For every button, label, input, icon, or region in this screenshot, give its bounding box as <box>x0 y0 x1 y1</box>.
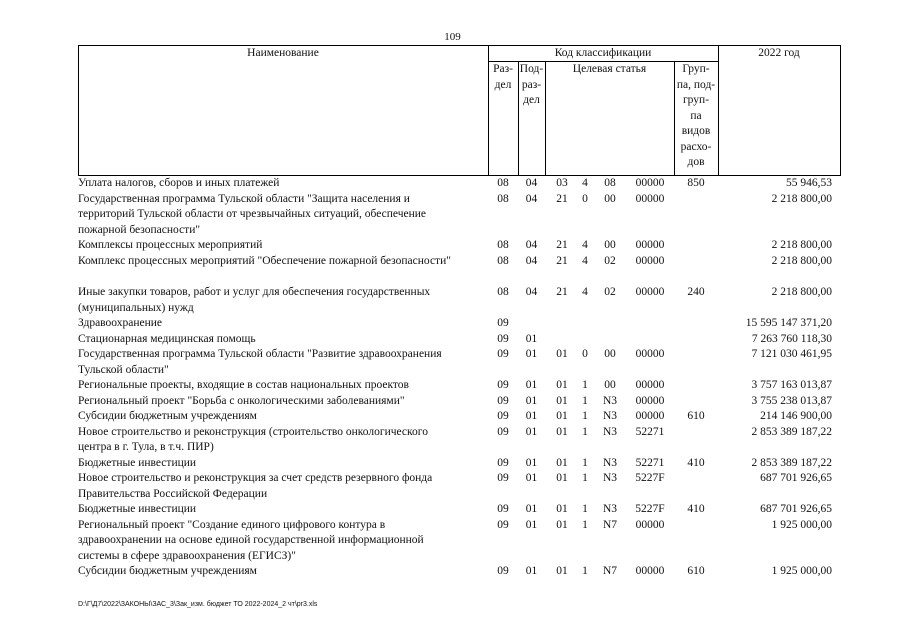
row-name: Региональный проект "Борьба с онкологическими заболеваниями" <box>78 394 405 407</box>
cell-vid-rashodov: 610 <box>687 565 705 577</box>
row-name: Субсидии бюджетным учреждениям <box>78 410 257 422</box>
row-name: Новое строительство и реконструкция за счет средств резервного фонда Правительства Российской Федерации <box>78 472 433 500</box>
cell-program: 03 <box>556 177 568 189</box>
cell-podrazdel: 04 <box>525 239 538 251</box>
cell-podrazdel: 01 <box>525 410 538 422</box>
cell-podrazdel: 01 <box>525 565 538 577</box>
cell-type: 4 <box>582 177 588 189</box>
table-row <box>78 316 841 332</box>
cell-razdel: 08 <box>497 177 509 189</box>
cell-direction: 52271 <box>635 456 665 469</box>
cell-razdel: 09 <box>497 456 509 469</box>
cell-type: 1 <box>582 410 588 422</box>
row-name: Комплекс процессных мероприятий "Обеспечение пожарной безопасности" <box>78 254 451 267</box>
cell-podrazdel: 01 <box>525 394 538 407</box>
cell-type: 1 <box>582 425 588 438</box>
cell-type: 1 <box>582 472 588 484</box>
table-row <box>78 409 841 425</box>
cell-direction: 5227F <box>635 472 665 484</box>
cell-program: 01 <box>556 425 568 438</box>
cell-razdel: 09 <box>497 425 509 438</box>
cell-razdel: 09 <box>497 565 509 577</box>
header-podrazdel: Под- раз- дел <box>519 63 544 106</box>
cell-type: 4 <box>582 239 588 251</box>
cell-program: 01 <box>556 348 568 360</box>
cell-vid-rashodov: 850 <box>687 177 705 189</box>
row-name: Бюджетные инвестиции <box>78 456 197 469</box>
cell-vid-rashodov: 410 <box>687 503 705 515</box>
cell-type: 1 <box>582 503 588 515</box>
cell-subprogram: 00 <box>604 379 616 391</box>
row-name: Государственная программа Тульской области "Защита населения и территорий Тульской области от чрезвычайных ситуаций, обеспечение пожарной безопасности" <box>78 192 427 236</box>
cell-razdel: 09 <box>497 317 509 329</box>
cell-type: 0 <box>582 348 588 360</box>
cell-program: 21 <box>556 192 568 205</box>
row-name: Бюджетные инвестиции <box>78 503 197 515</box>
row-name: Региональный проект "Создание единого цифрового контура в здравоохранении на основе единой государственной информационной системы в сфере здравоохранения (ЕГИСЗ)" <box>78 518 424 562</box>
cell-program: 21 <box>556 254 568 267</box>
cell-amount: 2 853 389 187,22 <box>751 425 832 438</box>
cell-razdel: 08 <box>497 192 509 205</box>
cell-direction: 00000 <box>635 565 665 577</box>
cell-program: 01 <box>556 379 568 391</box>
table-row <box>78 285 841 316</box>
cell-direction: 5227F <box>635 503 665 515</box>
table-row <box>78 192 841 239</box>
cell-type: 1 <box>582 379 588 391</box>
cell-vid-rashodov: 240 <box>687 286 705 298</box>
header-code: Код классификации <box>554 47 652 59</box>
cell-razdel: 08 <box>497 286 509 298</box>
header-name: Наименование <box>247 47 319 59</box>
row-name: Субсидии бюджетным учреждениям <box>78 565 257 577</box>
cell-podrazdel: 01 <box>525 379 538 391</box>
header-year: 2022 год <box>758 47 800 59</box>
cell-type: 1 <box>582 394 588 407</box>
cell-subprogram: 00 <box>604 239 616 251</box>
cell-type: 4 <box>582 286 588 298</box>
cell-razdel: 09 <box>497 379 509 391</box>
row-name: Здравоохранение <box>78 317 163 329</box>
cell-subprogram: N3 <box>602 410 618 422</box>
cell-amount: 2 218 800,00 <box>771 254 832 267</box>
cell-subprogram: N7 <box>602 565 618 577</box>
row-name: Региональные проекты, входящие в состав национальных проектов <box>78 379 409 391</box>
cell-amount: 214 146 900,00 <box>760 410 832 422</box>
cell-direction: 00000 <box>635 254 665 267</box>
cell-amount: 2 218 800,00 <box>771 286 832 298</box>
cell-program: 01 <box>556 472 568 484</box>
table-row <box>78 564 841 580</box>
cell-razdel: 08 <box>497 239 509 251</box>
cell-direction: 00000 <box>635 177 665 189</box>
cell-podrazdel: 01 <box>525 518 538 531</box>
cell-direction: 00000 <box>635 518 665 531</box>
cell-direction: 00000 <box>635 192 665 205</box>
row-name: Комплексы процессных мероприятий <box>78 239 263 251</box>
cell-vid-rashodov: 410 <box>687 456 705 469</box>
table-row <box>78 502 841 518</box>
cell-razdel: 09 <box>497 518 509 531</box>
cell-subprogram: 02 <box>604 254 616 267</box>
table-row <box>78 456 841 472</box>
cell-amount: 2 218 800,00 <box>771 239 832 251</box>
row-name: Стационарная медицинская помощь <box>78 332 256 345</box>
file-path-footer: D:\Г\Д7\2022\ЗАКОНЫ\ЗАС_3\Зак_изм. бюджет ТО 2022-2024_2 чт\pr3.xls <box>78 601 318 608</box>
cell-type: 4 <box>582 254 588 267</box>
row-name: Уплата налогов, сборов и иных платежей <box>78 177 280 189</box>
cell-razdel: 08 <box>497 254 509 267</box>
cell-podrazdel: 04 <box>525 192 538 205</box>
cell-subprogram: N3 <box>602 425 618 438</box>
cell-subprogram: 08 <box>604 177 616 189</box>
header-celevaya: Целевая статья <box>572 63 647 75</box>
cell-direction: 00000 <box>635 379 665 391</box>
table-row <box>78 378 841 394</box>
cell-subprogram: N7 <box>602 518 618 531</box>
row-name: Иные закупки товаров, работ и услуг для обеспечения государственных (муниципальных) нужд <box>78 286 431 314</box>
cell-program: 21 <box>556 239 568 251</box>
cell-amount: 687 701 926,65 <box>760 503 832 515</box>
cell-type: 1 <box>582 456 588 469</box>
cell-amount: 2 853 389 187,22 <box>751 456 832 469</box>
row-name: Новое строительство и реконструкция (строительство онкологического центра в г. Тула, в т.ч. ПИР) <box>78 425 428 453</box>
cell-program: 01 <box>556 456 568 469</box>
table-row <box>78 238 841 254</box>
cell-program: 01 <box>556 565 568 577</box>
cell-podrazdel: 01 <box>525 332 538 345</box>
table-row <box>78 518 841 565</box>
cell-subprogram: 02 <box>604 286 616 298</box>
cell-type: 1 <box>582 518 588 531</box>
table-row <box>78 394 841 410</box>
header-gruppa: Груп- па, под- груп- па видов расхо- дов <box>676 63 716 168</box>
cell-direction: 00000 <box>635 286 665 298</box>
cell-podrazdel: 01 <box>525 425 538 438</box>
cell-subprogram: 00 <box>604 348 616 360</box>
cell-podrazdel: 01 <box>525 503 538 515</box>
cell-razdel: 09 <box>497 348 509 360</box>
cell-amount: 1 925 000,00 <box>771 565 832 577</box>
cell-podrazdel: 01 <box>525 472 538 484</box>
cell-podrazdel: 01 <box>525 456 538 469</box>
cell-direction: 00000 <box>635 348 665 360</box>
table-row <box>78 347 841 378</box>
cell-type: 0 <box>582 192 588 205</box>
cell-subprogram: N3 <box>602 394 618 407</box>
cell-podrazdel: 04 <box>525 254 538 267</box>
cell-amount: 55 946,53 <box>786 177 832 189</box>
cell-vid-rashodov: 610 <box>687 410 705 422</box>
cell-subprogram: N3 <box>602 456 618 469</box>
cell-direction: 52271 <box>635 425 665 438</box>
cell-direction: 00000 <box>635 239 665 251</box>
cell-program: 01 <box>556 410 568 422</box>
table-row <box>78 425 841 456</box>
cell-podrazdel: 01 <box>525 348 538 360</box>
cell-subprogram: 00 <box>604 192 616 205</box>
cell-program: 01 <box>556 394 568 407</box>
cell-amount: 7 121 030 461,95 <box>751 348 832 360</box>
cell-razdel: 09 <box>497 332 509 345</box>
table-header <box>78 45 841 176</box>
row-name: Государственная программа Тульской области "Развитие здравоохранения Тульской области" <box>78 348 442 376</box>
cell-razdel: 09 <box>497 410 509 422</box>
cell-amount: 15 595 147 371,20 <box>745 317 832 329</box>
cell-razdel: 09 <box>497 472 509 484</box>
cell-direction: 00000 <box>635 394 665 407</box>
cell-subprogram: N3 <box>602 472 618 484</box>
cell-podrazdel: 04 <box>525 286 538 298</box>
table-body <box>78 176 841 580</box>
cell-direction: 00000 <box>635 410 665 422</box>
cell-amount: 2 218 800,00 <box>771 192 832 205</box>
header-razdel: Раз- дел <box>493 63 513 91</box>
cell-razdel: 09 <box>497 503 509 515</box>
cell-podrazdel: 04 <box>525 177 538 189</box>
table-row <box>78 471 841 502</box>
cell-program: 01 <box>556 518 568 531</box>
cell-razdel: 09 <box>497 394 509 407</box>
cell-amount: 1 925 000,00 <box>771 518 832 531</box>
cell-amount: 7 263 760 118,30 <box>751 332 832 345</box>
table-row <box>78 254 841 270</box>
cell-program: 21 <box>556 286 568 298</box>
cell-program: 01 <box>556 503 568 515</box>
cell-amount: 3 755 238 013,87 <box>751 394 832 407</box>
table-row <box>78 332 841 348</box>
table-row <box>78 176 841 192</box>
cell-subprogram: N3 <box>602 503 618 515</box>
cell-amount: 3 757 163 013,87 <box>751 379 832 391</box>
cell-type: 1 <box>582 565 588 577</box>
cell-amount: 687 701 926,65 <box>760 472 832 484</box>
page-number: 109 <box>444 31 461 43</box>
